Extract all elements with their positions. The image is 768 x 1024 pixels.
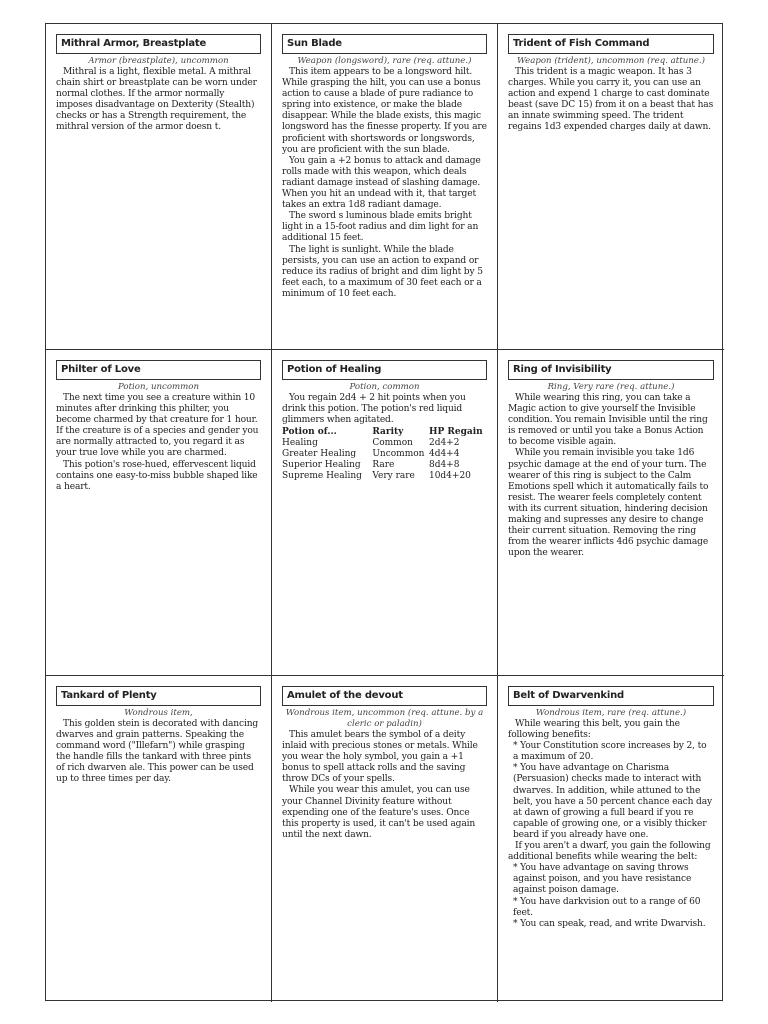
table-cell: 4d4+4 — [428, 449, 460, 460]
card-trident-fish-command — [498, 24, 724, 350]
card-title: Belt of Dwarvenkind — [508, 686, 714, 706]
card-title: Tankard of Plenty — [56, 686, 261, 706]
table-cell: Superior Healing — [282, 460, 361, 471]
card-text: This golden stein is decorated with dancing dwarves and grain patterns. Speaking the command word ("Illefarn") while grasping the handle fills the tankard with three pints of rich dwarven ale. This power can be used up to three times per day. — [56, 719, 259, 785]
table-header: HP Regain — [428, 427, 483, 438]
card-title: Ring of Invisibility — [508, 360, 714, 380]
card-potion-of-healing — [272, 350, 498, 676]
card-subtitle: Potion, common — [349, 382, 420, 392]
table-header: Rarity — [372, 427, 404, 438]
table-header-row — [282, 427, 487, 438]
card-subtitle: Ring, Very rare (req. attune.) — [547, 382, 675, 392]
card-text: You regain 2d4 + 2 hit points when you drink this potion. The potion's red liquid glimmers when agitated. — [282, 393, 466, 426]
table-row — [282, 438, 487, 449]
card-text: Mithral is a light, flexible metal. A mithral chain shirt or breastplate can be worn under normal clothes. If the armor normally imposes disadvantage on Dexterity (Stealth) checks or has a Strength requirement, the mithral version of the armor doesn t. — [56, 67, 257, 133]
card-title: Philter of Love — [56, 360, 261, 380]
table-cell: 2d4+2 — [428, 438, 460, 449]
card-tankard-of-plenty — [46, 676, 272, 1002]
table-row — [282, 471, 487, 482]
card-text: The sword s luminous blade emits bright light in a 15-foot radius and dim light for an additional 15 feet. — [282, 211, 479, 244]
card-title: Amulet of the devout — [282, 686, 487, 706]
card-subtitle: Potion, uncommon — [117, 382, 200, 392]
card-subtitle: Armor (breastplate), uncommon — [88, 56, 229, 66]
card-ring-of-invisibility — [498, 350, 724, 676]
card-title: Mithral Armor, Breastplate — [56, 34, 261, 54]
card-text: The next time you see a creature within 10 minutes after drinking this philter, you become charmed by that creature for 1 hour. If the creature is of a species and gender you are normally attracted to, you regard it as your true love while you are charmed. — [56, 393, 259, 459]
card-text: You gain a +2 bonus to attack and damage rolls made with this weapon, which deals radiant damage instead of slashing damage. When you hit an undead with it, that target takes an extra 1d8 radiant damage. — [282, 155, 481, 211]
card-title: Trident of Fish Command — [508, 34, 714, 54]
card-text: While you remain invisible you take 1d6 psychic damage at the end of your turn. The wearer of this ring is subject to the Calm Emotions spell which it automatically fails to resist. The wearer feels completely content with its current situation, hindering decision making and supresses any desire to change their current situation. Removing the ring from the wearer inflicts 4d6 psychic damage upon the wearer. — [508, 448, 709, 559]
table-cell: Supreme Healing — [282, 471, 362, 482]
card-text: This potion's rose-hued, effervescent liquid contains one easy-to-miss bubble shaped like a heart. — [56, 459, 258, 492]
table-cell: 8d4+8 — [428, 460, 460, 471]
card-title: Potion of Healing — [282, 360, 487, 380]
table-cell: Greater Healing — [282, 449, 357, 460]
card-text: While you wear this amulet, you can use your Channel Divinity feature without expending one of the feature's uses. Once this property is used, it can't be used again until the next dawn. — [282, 785, 476, 840]
card-amulet-of-the-devout — [272, 676, 498, 1002]
card-bullet: * You can speak, read, and write Dwarvish. — [513, 918, 706, 929]
potion-table — [282, 427, 487, 482]
table-cell: 10d4+20 — [428, 471, 471, 482]
card-philter-of-love — [46, 350, 272, 676]
card-title: Sun Blade — [282, 34, 487, 54]
card-bullet: * Your Constitution score increases by 2, to a maximum of 20. — [513, 741, 707, 763]
table-header: Potion of... — [282, 427, 337, 438]
card-bullet: * You have darkvision out to a range of 60 feet. — [513, 896, 701, 918]
card-text: This amulet bears the symbol of a deity inlaid with precious stones or metals. While you wear the holy symbol, you gain a +1 bonus to spell attack rolls and the saving throw DCs of your spells. — [282, 730, 478, 785]
table-cell: Very rare — [372, 471, 415, 482]
card-mithral-armor — [46, 24, 272, 350]
table-cell: Rare — [372, 460, 395, 471]
table-cell: Uncommon — [372, 449, 425, 460]
card-belt-of-dwarvenkind — [498, 676, 724, 1002]
card-text: This item appears to be a longsword hilt. While grasping the hilt, you can use a bonus action to cause a blade of pure radiance to spring into existence, or make the blade disappear. While the blade exists, this magic longsword has the finesse property. If you are proficient with shortswords or longswords, you are proficient with the sun blade. — [282, 67, 487, 155]
card-text: If you aren't a dwarf, you gain the following additional benefits while wearing the belt: — [508, 841, 711, 863]
card-subtitle: Weapon (trident), uncommon (req. attune.) — [517, 56, 705, 66]
card-text: While wearing this ring, you can take a Magic action to give yourself the Invisible condition. You remain Invisible until the ring is removed or until you take a Bonus Action to become visible again. — [508, 393, 708, 448]
table-cell: Common — [372, 438, 413, 449]
card-grid — [45, 23, 723, 1001]
card-bullet: * You have advantage on saving throws against poison, and you have resistance against poison damage. — [513, 863, 692, 896]
card-subtitle: Wondrous item, uncommon (req. attune. by a cleric or paladin) — [285, 708, 484, 729]
table-row — [282, 449, 487, 460]
table-cell: Healing — [282, 438, 318, 449]
card-subtitle: Wondrous item, — [124, 708, 193, 718]
card-text: While wearing this belt, you gain the following benefits: — [508, 719, 680, 741]
card-bullet: * You have advantage on Charisma (Persuasion) checks made to interact with dwarves. In addition, while attuned to the belt, you have a 50 percent chance each day at dawn of growing a full beard if you re capable of growing one, or a visibly thicker beard if you already have one. — [513, 763, 712, 840]
card-text: The light is sunlight. While the blade persists, you can use an action to expand or reduce its radius of bright and dim light by 5 feet each, to a maximum of 30 feet each or a minimum of 10 feet each. — [282, 244, 483, 299]
card-subtitle: Wondrous item, rare (req. attune.) — [535, 708, 687, 718]
table-row — [282, 460, 487, 471]
card-text: This trident is a magic weapon. It has 3 charges. While you carry it, you can use an action and expend 1 charge to cast dominate beast (save DC 15) from it on a beast that has an innate swimming speed. The trident regains 1d3 expended charges daily at dawn. — [508, 67, 714, 133]
card-sun-blade — [272, 24, 498, 350]
card-subtitle: Weapon (longsword), rare (req. attune.) — [297, 56, 472, 66]
